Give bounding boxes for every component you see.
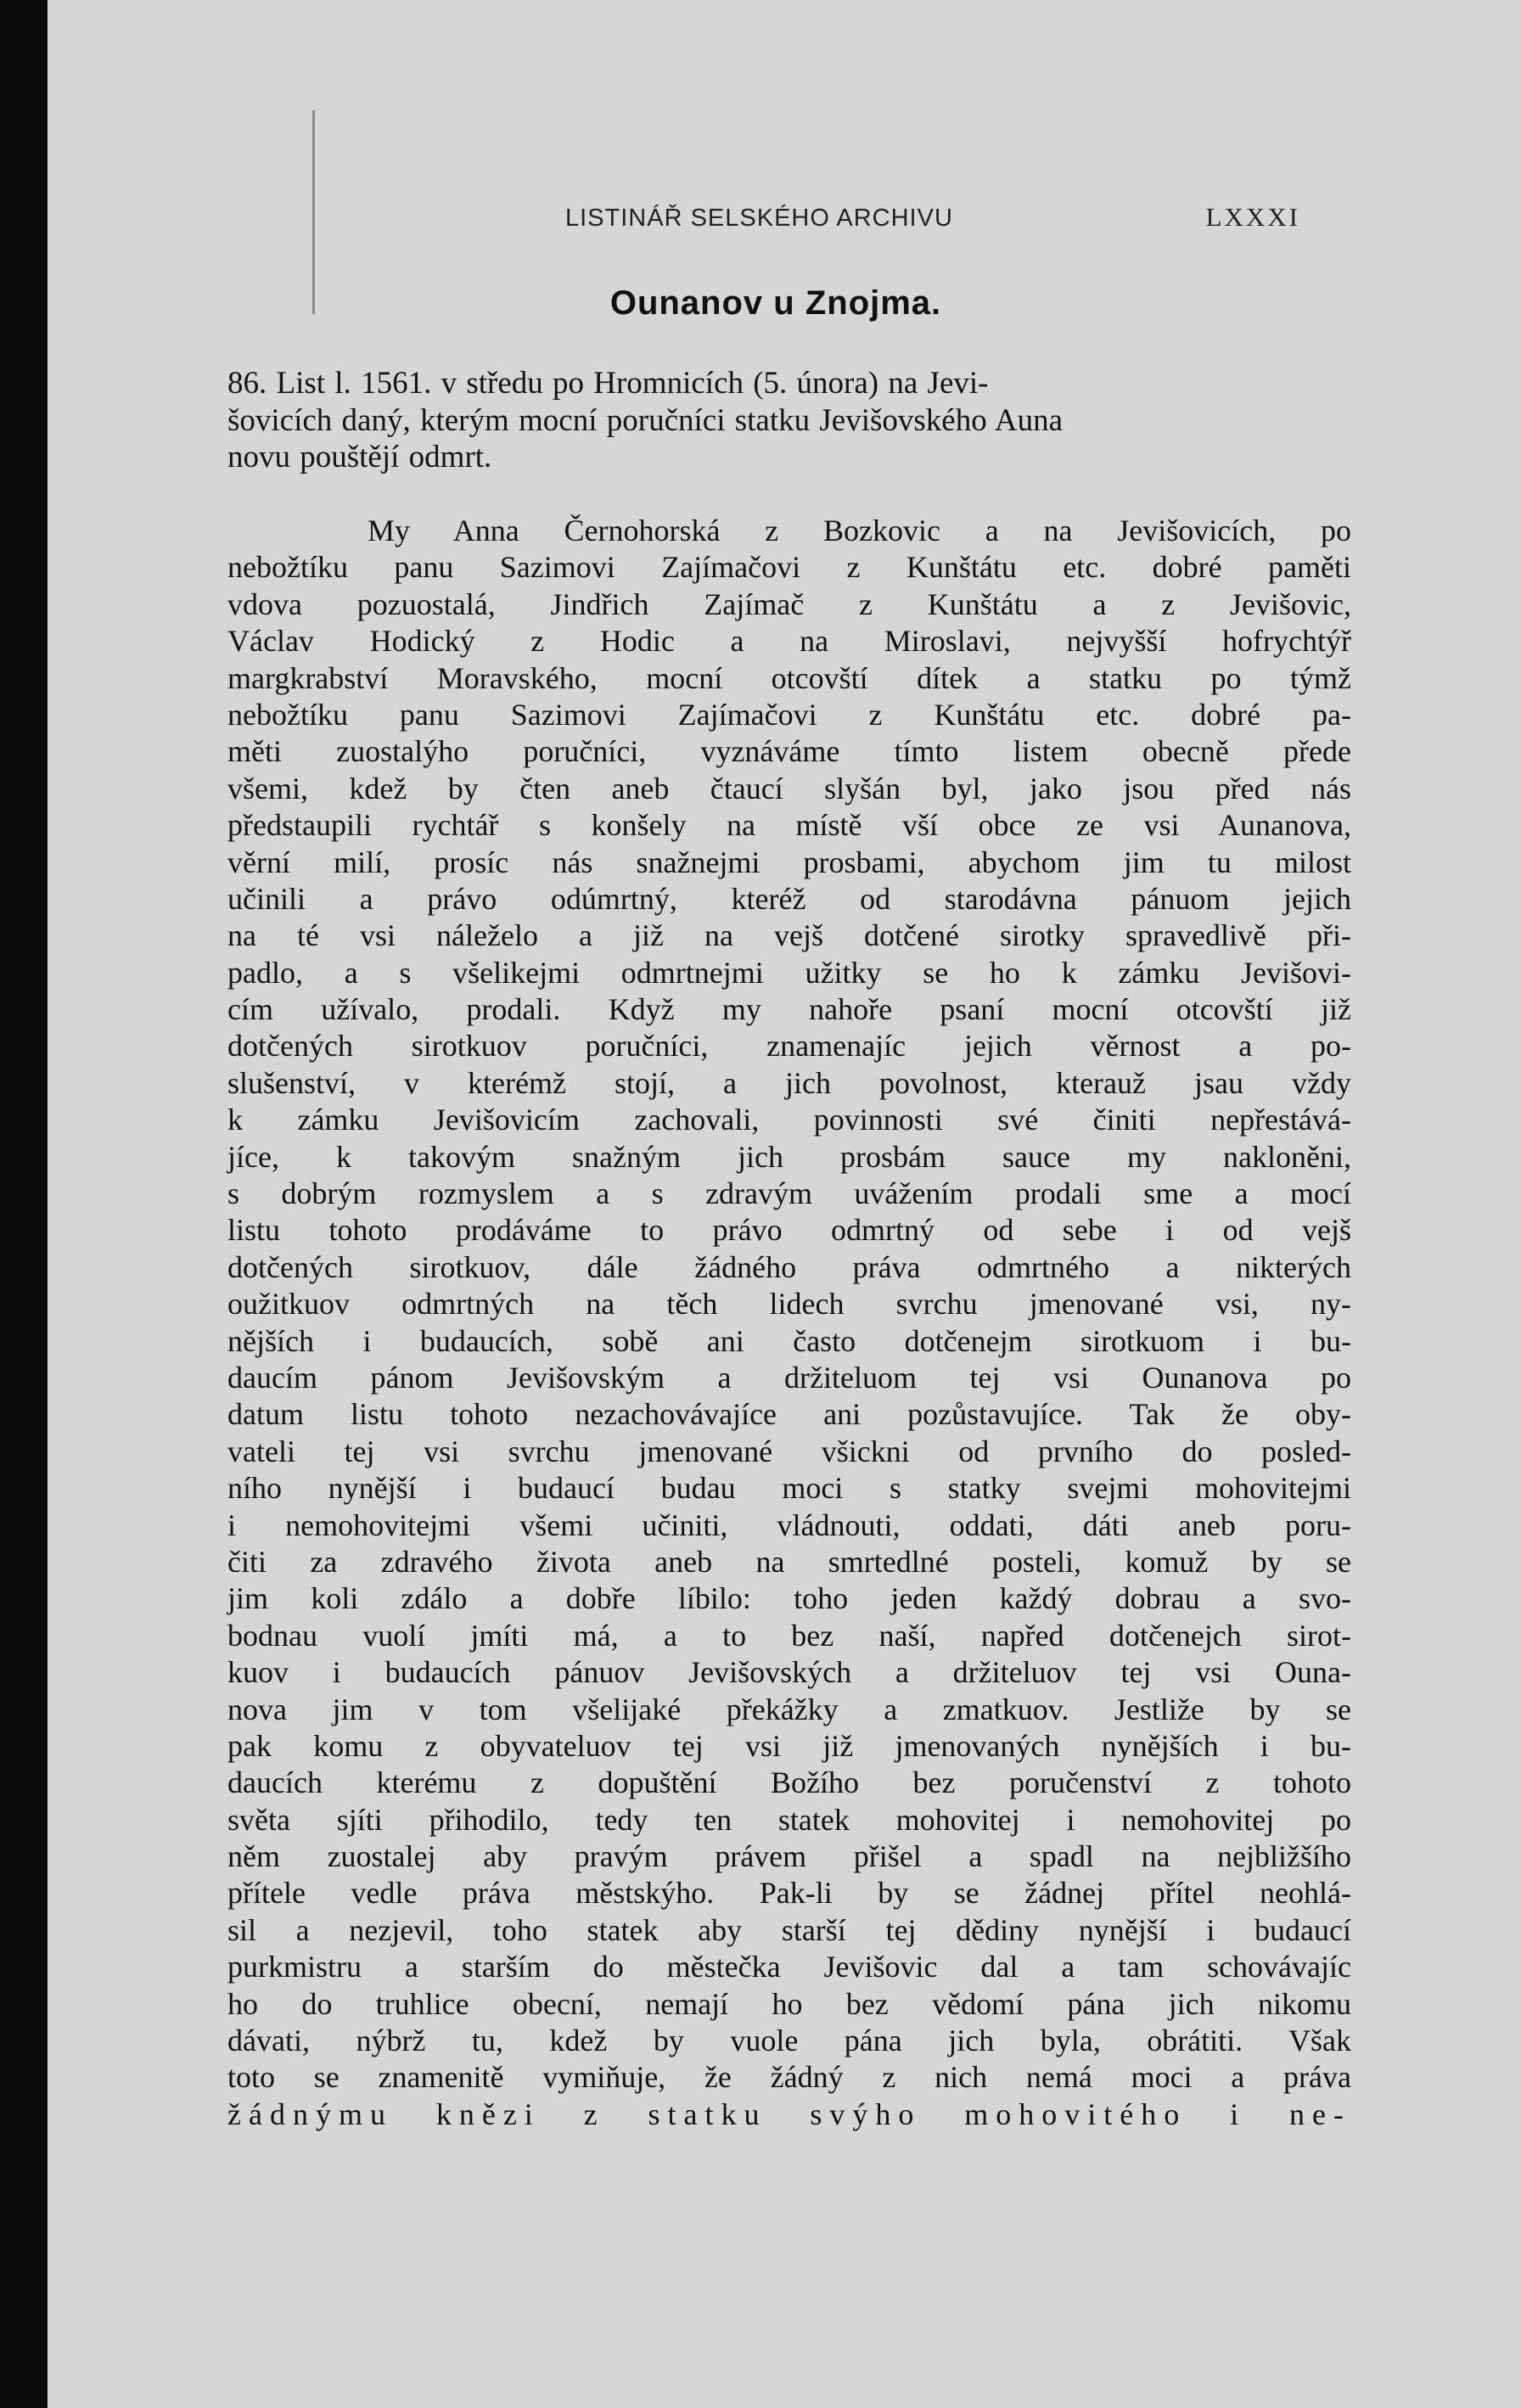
heading-line: šovicích daný, kterým mocní poručníci statku Jevišovského Auna <box>227 402 1064 438</box>
body-line: něm zuostalej aby pravým právem přišel a spadl na nejbližšího <box>227 1839 1351 1874</box>
body-line: bodnau vuolí jmíti má, a to bez naší, napřed dotčenejch sirot- <box>227 1618 1351 1653</box>
body-line: pak komu z obyvateluov tej vsi již jmenovaných nynějších i bu- <box>227 1728 1351 1763</box>
body-line: nějších i budaucích, sobě ani často dotčenejm sirotkuom i bu- <box>227 1323 1351 1358</box>
body-line: dotčených sirotkuov, dále žádného práva odmrtného a nikterých <box>227 1249 1351 1284</box>
body-line: nova jim v tom všelijaké překážky a zmatkuov. Jestliže by se <box>227 1692 1351 1726</box>
body-line: dávati, nýbrž tu, kdež by vuole pána jich byla, obrátiti. Však <box>227 2024 1351 2058</box>
body-line: čiti za zdravého života aneb na smrtedlné posteli, komuž by se <box>227 1544 1351 1579</box>
body-line: všemi, kdež by čten aneb čtaucí slyšán byl, jako jsou před nás <box>227 771 1351 805</box>
body-line: přítele vedle práva městskýho. Pak-li by se žádnej přítel neohlá- <box>227 1876 1351 1911</box>
body-line: nebožtíku panu Sazimovi Zajímačovi z Kunštátu etc. dobré pa- <box>227 697 1351 732</box>
body-line: předstaupili rychtář s konšely na místě vší obce ze vsi Aunanova, <box>227 808 1351 843</box>
section-title: Ounanov u Znojma. <box>609 284 942 322</box>
body-line: datum listu tohoto nezachovávajíce ani pozůstavujíce. Tak že oby- <box>227 1397 1351 1432</box>
body-line: žádnýmu knězi z statku svýho mohovitého i ne- <box>227 2096 1351 2131</box>
body-line: učinili a právo odúmrtný, kteréž od starodávna pánuom jejich <box>227 881 1351 916</box>
body-line: kuov i budaucích pánuov Jevišovských a držiteluov tej vsi Ouna- <box>227 1655 1351 1690</box>
book-page <box>48 0 1521 2408</box>
running-header <box>565 202 1300 233</box>
body-line: listu tohoto prodáváme to právo odmrtný od sebe i od vejš <box>227 1213 1351 1248</box>
body-line: slušenství, v kterémž stojí, a jich povolnost, kterauž jsau vždy <box>227 1065 1351 1100</box>
body-line: sil a nezjevil, toho statek aby starší tej dědiny nynější i budaucí <box>227 1912 1351 1947</box>
scan-artifact <box>312 110 315 314</box>
body-line: jim koli zdálo a dobře líbilo: toho jeden každý dobrau a svo- <box>227 1581 1351 1616</box>
body-line: oužitkuov odmrtných na těch lidech svrchu jmenované vsi, ny- <box>227 1287 1351 1322</box>
heading-line: 86. List l. 1561. v středu po Hromnicích (5. února) na Jevi- <box>227 366 989 401</box>
body-line: ho do truhlice obecní, nemají ho bez vědomí pána jich nikomu <box>227 1986 1351 2021</box>
running-title: LISTINÁŘ SELSKÉHO ARCHIVU <box>565 205 953 232</box>
body-line: cím užívalo, prodali. Když my nahoře psaní mocní otcovští již <box>227 992 1351 1027</box>
body-line: měti zuostalýho poručníci, vyznáváme tímto listem obecně přede <box>227 734 1351 769</box>
body-line: toto se znamenitě vymiňuje, že žádný z nich nemá moci a práva <box>227 2060 1351 2095</box>
body-line: světa sjíti přihodilo, tedy ten statek mohovitej i nemohovitej po <box>227 1802 1351 1837</box>
body-line: s dobrým rozmyslem a s zdravým uvážením prodali sme a mocí <box>227 1176 1351 1211</box>
body-line: ního nynější i budaucí budau moci s statky svejmi mohovitejmi <box>227 1471 1351 1506</box>
body-line: daucím pánom Jevišovským a držiteluom tej vsi Ounanova po <box>227 1360 1351 1395</box>
body-line: vateli tej vsi svrchu jmenované všickni od prvního do posled- <box>227 1434 1351 1468</box>
body-line: na té vsi náleželo a již na vejš dotčené sirotky spravedlivě při- <box>227 918 1351 953</box>
body-line: i nemohovitejmi všemi učiniti, vládnouti, oddati, dáti aneb poru- <box>227 1507 1351 1542</box>
body-line: Václav Hodický z Hodic a na Miroslavi, nejvyšší hofrychtýř <box>227 624 1351 659</box>
body-line: k zámku Jevišovicím zachovali, povinnosti své činiti nepřestává- <box>227 1103 1351 1137</box>
body-line: margkrabství Moravského, mocní otcovští dítek a statku po týmž <box>227 660 1351 695</box>
body-line: padlo, a s všelikejmi odmrtnejmi užitky se ho k zámku Jevišovi- <box>227 955 1351 990</box>
body-line: věrní milí, prosíc nás snažnejmi prosbami, abychom jim tu milost <box>227 845 1351 879</box>
body-line: daucích kterému z dopuštění Božího bez poručenství z tohoto <box>227 1765 1351 1800</box>
body-line: purkmistru a starším do městečka Jevišovic dal a tam schovávajíc <box>227 1950 1351 1984</box>
body-line: vdova pozuostalá, Jindřich Zajímač z Kunštátu a z Jevišovic, <box>227 587 1351 621</box>
page-number: LXXXI <box>1205 202 1300 232</box>
body-line: nebožtíku panu Sazimovi Zajímačovi z Kunštátu etc. dobré paměti <box>227 550 1351 585</box>
body-line: My Anna Černohorská z Bozkovic a na Jevišovicích, po <box>368 514 1351 547</box>
body-line: jíce, k takovým snažným jich prosbám sauce my nakloněni, <box>227 1139 1351 1174</box>
document-body <box>227 513 1351 2133</box>
heading-line: novu pouštějí odmrt. <box>227 440 492 474</box>
document-heading <box>227 365 1350 476</box>
body-line: dotčených sirotkuov poručníci, znamenajíc jejich věrnost a po- <box>227 1029 1351 1064</box>
